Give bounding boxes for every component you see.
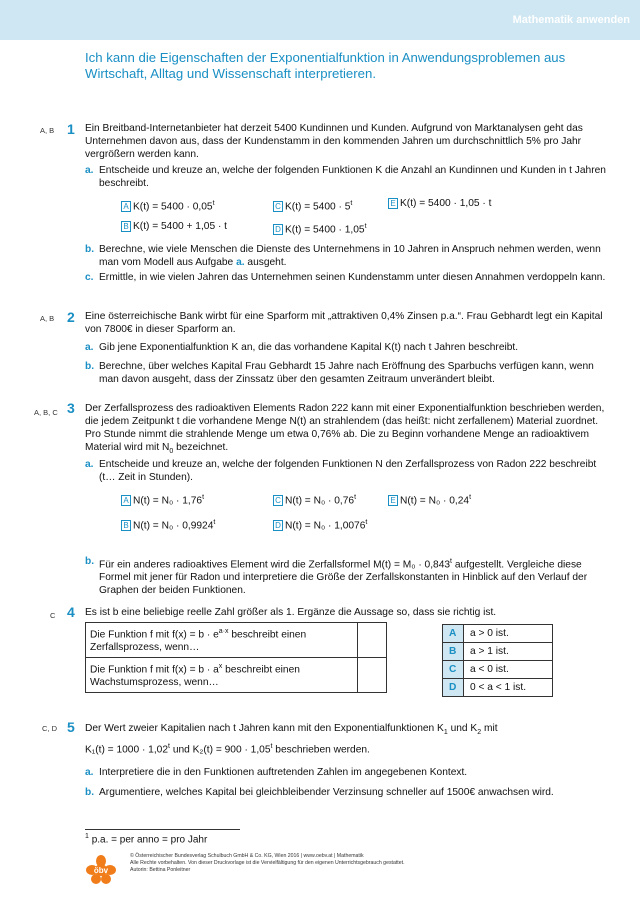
task4-choice-b[interactable]: B a > 1 ist. bbox=[443, 643, 553, 661]
task2-a-text: Gib jene Exponentialfunktion K an, die das vorhandene Kapital K(t) nach t Jahren beschreibt. bbox=[99, 342, 519, 353]
task2-number: 2 bbox=[67, 309, 75, 325]
task3-text: Der Zerfallsprozess des radioaktiven Elements Radon 222 kann mit einer Exponentialfunktion beschrieben werden, die jedem Zeitpunkt t die vorhandene Menge N(t) an strahlendem (das heißt: nicht zerfallenem) Material zuordnet. Pro Stunde nimmt die strahlende Menge um etwa 0,76% ab. Die zu Beginn vorhandene Menge an radioaktivem Material wird mit $N_0$ bezeichnet. bbox=[85, 403, 605, 456]
task5-tag: C, D bbox=[42, 724, 57, 733]
task5-a-label: a. bbox=[85, 767, 94, 778]
task4-choice-d[interactable]: D 0 < a < 1 ist. bbox=[443, 679, 553, 697]
task3-a-text: Entscheide und kreuze an, welche der folgenden Funktionen N den Zerfallsprozess von Radon 222 beschreibt (t… Zeit in Stunden). bbox=[99, 459, 597, 483]
task1-b-text: Berechne, wie viele Menschen die Dienste des Unternehmens in 10 Jahren in Anspruch nehmen werden, wenn man vom Modell aus Aufgabe a. ausgeht. bbox=[99, 244, 601, 268]
task1-b-label: b. bbox=[85, 244, 95, 255]
task4-tag: C bbox=[50, 611, 56, 620]
header-title: Mathematik anwenden bbox=[512, 14, 630, 26]
task4-box2[interactable] bbox=[358, 658, 387, 693]
task4-choice-table bbox=[442, 624, 553, 697]
task3-option-a[interactable]: A $N(t) = N_0 \cdot 1,76^t$ bbox=[121, 491, 204, 507]
task4-number: 4 bbox=[67, 604, 75, 620]
task1-option-c[interactable]: C $K(t) = 5400 \cdot 5^t$ bbox=[273, 197, 352, 213]
task3-number: 3 bbox=[67, 400, 75, 416]
task4-choice-c[interactable]: C a < 0 ist. bbox=[443, 661, 553, 679]
task1-a-label: a. bbox=[85, 165, 94, 176]
task3-b-label: b. bbox=[85, 556, 95, 567]
copyright-notice: © Österreichischer Bundesverlag Schulbuch GmbH & Co. KG, Wien 2016 | www.oebv.at | Mathematik Alle Rechte vorbehalten. Von dieser Druckvorlage ist die Vervielfältigung für den eigenen Unterrichtsgebrauch gestattet. Autorin: Bettina Ponleitner bbox=[130, 853, 405, 873]
task2-b-text: Berechne, über welches Kapital Frau Gebhardt 15 Jahre nach Eröffnung des Sparbuchs verfügen kann, wenn man davon ausgeht, dass der Zinssatz über den gesamten Zeitraum unverändert bleibt. bbox=[99, 361, 594, 385]
task1-option-a[interactable]: A $K(t) = 5400 \cdot 0,05^t$ bbox=[121, 197, 215, 213]
task1-c-text: Ermittle, in wie vielen Jahren das Unternehmen seinen Kundenstamm unter diesen Annahmen verdoppeln kann. bbox=[99, 272, 606, 283]
task5-number: 5 bbox=[67, 719, 75, 735]
footnote: $^1$ p.a. = per anno = pro Jahr bbox=[85, 833, 208, 846]
task3-tag: A, B, C bbox=[34, 408, 58, 417]
task5-b-text: Argumentiere, welches Kapital bei gleichbleibender Verzinsung schneller auf 1500€ anwachsen wird. bbox=[99, 787, 554, 798]
topic-statement: Ich kann die Eigenschaften der Exponentialfunktion in Anwendungsproblemen aus Wirtschaft, Alltag und Wissenschaft interpretieren. bbox=[85, 50, 566, 81]
task4-row1: Die Funktion f mit $f(x) = b \cdot e^{a\cdot x}$ beschreibt einen Zerfallsprozess, wenn… bbox=[86, 623, 358, 658]
task4-text: Es ist b eine beliebige reelle Zahl größer als 1. Ergänze die Aussage so, dass sie richtig ist. bbox=[85, 607, 497, 618]
task5-formulas: $K_1(t) = 1000 \cdot 1,02^t$ und $K_2(t) = 900 \cdot 1,05^t$ beschrieben werden. bbox=[85, 743, 370, 756]
task2-tag: A, B bbox=[40, 314, 55, 323]
task1-option-b[interactable]: B K(t) = 5400 + 1,05 · t bbox=[121, 220, 227, 233]
task2-b-label: b. bbox=[85, 361, 95, 372]
logo-text: öbv bbox=[93, 866, 109, 875]
footnote-rule bbox=[85, 829, 240, 830]
task3-b-text: Für ein anderes radioaktives Element wird die Zerfallsformel $M(t) = M_0 \cdot 0,843^t$ aufgestellt. Vergleiche diese Formel mit jener für Radon und interpretiere die Größe der Zerfallskonstanten in Hinblick auf den Verlauf der Graphen der beiden Funktionen. bbox=[99, 558, 588, 597]
task1-number: 1 bbox=[67, 121, 75, 137]
task4-choice-a[interactable]: A a > 0 ist. bbox=[443, 625, 553, 643]
task1-option-e[interactable]: E K(t) = 5400 · 1,05 · t bbox=[388, 197, 491, 210]
task5-text: Der Wert zweier Kapitalien nach t Jahren kann mit den Exponentialfunktionen $K_1$ und $K_2$ mit bbox=[85, 723, 498, 737]
task3-a-label: a. bbox=[85, 459, 94, 470]
task4-statement-table bbox=[85, 622, 387, 693]
publisher-logo bbox=[85, 854, 117, 884]
task5-b-label: b. bbox=[85, 787, 95, 798]
task3-option-c[interactable]: C $N(t) = N_0 \cdot 0,76^t$ bbox=[273, 491, 356, 507]
task1-option-d[interactable]: D $K(t) = 5400 \cdot 1,05^t$ bbox=[273, 220, 367, 236]
task2-a-label: a. bbox=[85, 342, 94, 353]
task3-option-e[interactable]: E $N(t) = N_0 \cdot 0,24^t$ bbox=[388, 491, 471, 507]
task1-a-text: Entscheide und kreuze an, welche der folgenden Funktionen K die Anzahl an Kundinnen und Kunden in t Jahren beschreibt. bbox=[99, 165, 606, 189]
task2-text: Eine österreichische Bank wirbt für eine Sparform mit „attraktiven 0,4% Zinsen p.a.“. Frau Gebhardt legt ein Kapital von 7800€ in dieser Sparform an. bbox=[85, 311, 603, 335]
task4-box1[interactable] bbox=[358, 623, 387, 658]
task1-text: Ein Breitband-Internetanbieter hat derzeit 5400 Kundinnen und Kunden. Aufgrund von Marktanalysen geht das Unternehmen davon aus, dass der Kundenstamm in den kommenden Jahren um durchschnittlich 5% pro Jahr vergrößern werden kann. bbox=[85, 123, 583, 160]
task4-row2: Die Funktion f mit $f(x) = b \cdot a^x$ beschreibt einen Wachstumsprozess, wenn… bbox=[86, 658, 358, 693]
task3-option-b[interactable]: B $N(t) = N_0 \cdot 0,9924^t$ bbox=[121, 516, 215, 532]
task3-option-d[interactable]: D $N(t) = N_0 \cdot 1,0076^t$ bbox=[273, 516, 367, 532]
task1-tag: A, B bbox=[40, 126, 55, 135]
task5-a-text: Interpretiere die in den Funktionen auftretenden Zahlen im angegebenen Kontext. bbox=[99, 767, 468, 778]
task1-c-label: c. bbox=[85, 272, 94, 283]
